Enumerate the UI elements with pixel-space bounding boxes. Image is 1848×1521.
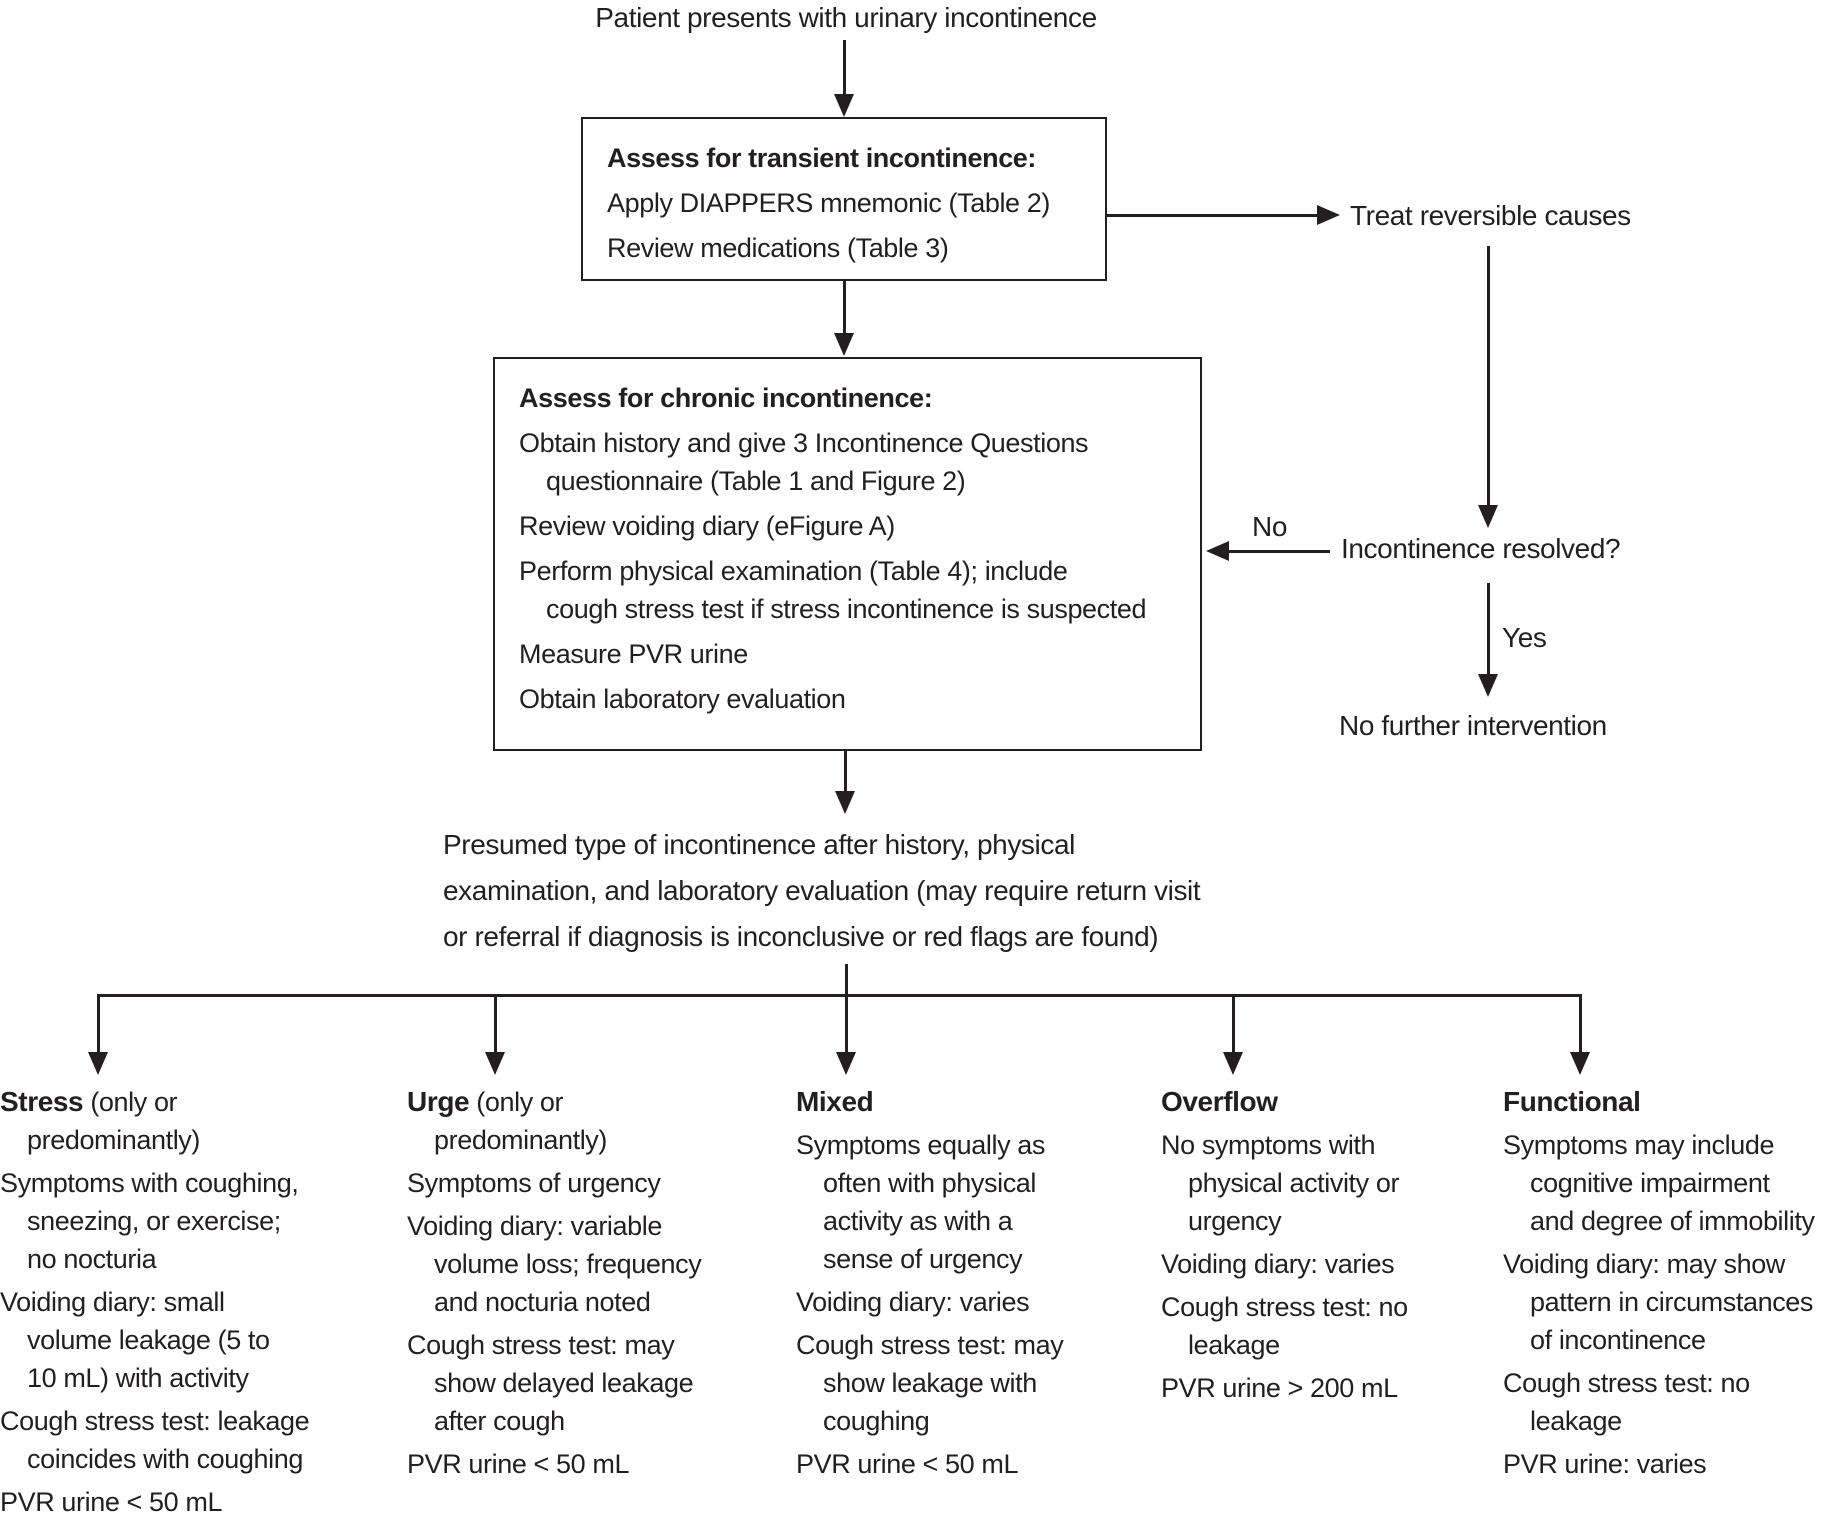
type-column-line: No symptoms with bbox=[1161, 1130, 1376, 1160]
arrowhead-start-to-transient bbox=[834, 94, 854, 117]
branch-rail-line bbox=[97, 994, 1582, 997]
type-column-line: of incontinence bbox=[1530, 1325, 1706, 1355]
type-column-line: PVR urine < 50 mL bbox=[0, 1487, 223, 1517]
arrow-line-start-to-transient bbox=[843, 40, 846, 95]
arrow-line-transient-to-chronic bbox=[843, 281, 846, 334]
type-column-heading-bold: Urge bbox=[407, 1086, 470, 1117]
type-column-line: physical activity or bbox=[1188, 1168, 1400, 1198]
type-column-line: Cough stress test: may bbox=[407, 1330, 675, 1360]
chronic-box-line: Obtain history and give 3 Incontinence Questions bbox=[519, 428, 1089, 458]
type-column-heading-bold: Stress bbox=[0, 1086, 84, 1117]
type-column-heading-line: predominantly) bbox=[27, 1125, 200, 1155]
type-column-line: often with physical bbox=[823, 1168, 1037, 1198]
type-column-line: Cough stress test: leakage bbox=[0, 1406, 310, 1436]
branch-drop-arrowhead bbox=[485, 1052, 505, 1075]
type-column-line: Cough stress test: no bbox=[1161, 1292, 1408, 1322]
branch-drop-line bbox=[1232, 994, 1235, 1053]
type-column-functional bbox=[1503, 1083, 1815, 1483]
type-column-urge bbox=[407, 1083, 701, 1483]
type-column-line: PVR urine: varies bbox=[1503, 1449, 1707, 1479]
chronic-box-line: cough stress test if stress incontinence is suspected bbox=[546, 594, 1147, 624]
presumed-type-line: examination, and laboratory evaluation (may require return visit bbox=[443, 875, 1201, 906]
transient-box-line: Review medications (Table 3) bbox=[607, 233, 949, 263]
no-further-intervention-label: No further intervention bbox=[1339, 710, 1607, 741]
type-column-line: leakage bbox=[1188, 1330, 1280, 1360]
arrowhead-chronic-to-presumed bbox=[835, 791, 855, 814]
type-column-line: Voiding diary: variable bbox=[407, 1211, 662, 1241]
type-column-line: PVR urine < 50 mL bbox=[407, 1449, 630, 1479]
type-column-overflow bbox=[1161, 1083, 1408, 1407]
chronic-box-line: Perform physical examination (Table 4); include bbox=[519, 556, 1068, 586]
branch-drop-arrowhead bbox=[1223, 1052, 1243, 1075]
type-column-line: no nocturia bbox=[27, 1244, 157, 1274]
type-column-heading-rest: (only or bbox=[469, 1087, 564, 1117]
type-column-line: and nocturia noted bbox=[434, 1287, 651, 1317]
type-column-mixed bbox=[796, 1083, 1063, 1483]
arrowhead-no-branch bbox=[1206, 541, 1229, 561]
presumed-type-line: or referral if diagnosis is inconclusive or red flags are found) bbox=[443, 921, 1159, 952]
no-branch-label: No bbox=[1252, 511, 1287, 542]
type-column-line: volume loss; frequency bbox=[434, 1249, 702, 1279]
transient-box-title: Assess for transient incontinence: bbox=[607, 143, 1037, 173]
branch-drop-arrowhead bbox=[836, 1052, 856, 1075]
type-column-line: show leakage with bbox=[823, 1368, 1037, 1398]
type-column-line: Symptoms may include bbox=[1503, 1130, 1775, 1160]
type-column-line: 10 mL) with activity bbox=[27, 1363, 249, 1393]
type-column-heading bbox=[407, 1083, 701, 1121]
arrowhead-treat-to-resolved bbox=[1478, 505, 1498, 528]
transient-assessment-box bbox=[581, 117, 1107, 281]
type-column-heading-bold: Mixed bbox=[796, 1086, 874, 1117]
type-column-line: Voiding diary: may show bbox=[1503, 1249, 1785, 1279]
branch-drop-line bbox=[845, 994, 848, 1053]
type-column-heading bbox=[1503, 1083, 1815, 1121]
yes-branch-label: Yes bbox=[1502, 622, 1547, 653]
arrowhead-transient-to-chronic bbox=[834, 333, 854, 356]
type-column-line: coincides with coughing bbox=[27, 1444, 303, 1474]
type-column-line: and degree of immobility bbox=[1530, 1206, 1815, 1236]
arrow-line-chronic-to-presumed bbox=[844, 751, 847, 792]
type-column-line: pattern in circumstances bbox=[1530, 1287, 1814, 1317]
type-column-line: leakage bbox=[1530, 1406, 1622, 1436]
branch-drop-line bbox=[97, 994, 100, 1053]
chronic-box-line: Review voiding diary (eFigure A) bbox=[519, 511, 895, 541]
branch-drop-arrowhead bbox=[1570, 1052, 1590, 1075]
arrowhead-to-treat bbox=[1317, 205, 1340, 225]
chronic-box-line: Measure PVR urine bbox=[519, 639, 748, 669]
type-column-line: sneezing, or exercise; bbox=[27, 1206, 281, 1236]
type-column-line: show delayed leakage bbox=[434, 1368, 694, 1398]
type-column-line: Cough stress test: no bbox=[1503, 1368, 1750, 1398]
type-column-line: sense of urgency bbox=[823, 1244, 1023, 1274]
type-column-heading-rest: (only or bbox=[83, 1087, 178, 1117]
chronic-box-items bbox=[519, 424, 1176, 718]
chronic-box-line: Obtain laboratory evaluation bbox=[519, 684, 846, 714]
type-column-heading-bold: Overflow bbox=[1161, 1086, 1278, 1117]
arrow-line-to-treat bbox=[1107, 214, 1319, 217]
type-column-line: activity as with a bbox=[823, 1206, 1013, 1236]
arrow-line-treat-to-resolved bbox=[1487, 246, 1490, 506]
type-column-line: cognitive impairment bbox=[1530, 1168, 1770, 1198]
type-column-stress bbox=[0, 1083, 309, 1521]
arrowhead-yes-branch bbox=[1478, 674, 1498, 697]
arrow-line-no-branch bbox=[1228, 550, 1330, 553]
chronic-box-line: questionnaire (Table 1 and Figure 2) bbox=[546, 466, 966, 496]
chronic-assessment-box bbox=[493, 357, 1202, 751]
type-column-line: Voiding diary: varies bbox=[796, 1287, 1030, 1317]
type-column-line: PVR urine > 200 mL bbox=[1161, 1373, 1398, 1403]
type-column-line: Voiding diary: small bbox=[0, 1287, 225, 1317]
branch-drop-line bbox=[494, 994, 497, 1053]
type-column-line: after cough bbox=[434, 1406, 565, 1436]
arrow-line-yes-branch bbox=[1487, 583, 1490, 675]
type-column-heading-bold: Functional bbox=[1503, 1086, 1641, 1117]
type-column-line: Symptoms with coughing, bbox=[0, 1168, 299, 1198]
type-column-heading bbox=[796, 1083, 1063, 1121]
type-column-line: coughing bbox=[823, 1406, 930, 1436]
type-column-line: urgency bbox=[1188, 1206, 1282, 1236]
type-column-heading bbox=[1161, 1083, 1408, 1121]
type-column-heading-line: predominantly) bbox=[434, 1125, 607, 1155]
incontinence-resolved-label: Incontinence resolved? bbox=[1341, 533, 1621, 564]
type-column-line: Symptoms equally as bbox=[796, 1130, 1046, 1160]
type-column-line: volume leakage (5 to bbox=[27, 1325, 270, 1355]
treat-reversible-causes-label: Treat reversible causes bbox=[1350, 200, 1631, 231]
type-column-line: Voiding diary: varies bbox=[1161, 1249, 1395, 1279]
branch-drop-arrowhead bbox=[88, 1052, 108, 1075]
chronic-box-title: Assess for chronic incontinence: bbox=[519, 383, 933, 413]
presumed-type-text bbox=[443, 822, 1200, 960]
transient-box-line: Apply DIAPPERS mnemonic (Table 2) bbox=[607, 188, 1050, 218]
type-column-heading bbox=[0, 1083, 309, 1121]
branch-connector-line bbox=[845, 964, 848, 996]
type-column-line: PVR urine < 50 mL bbox=[796, 1449, 1019, 1479]
start-node-label: Patient presents with urinary incontinence bbox=[595, 2, 1097, 33]
type-column-line: Cough stress test: may bbox=[796, 1330, 1064, 1360]
presumed-type-line: Presumed type of incontinence after history, physical bbox=[443, 829, 1075, 860]
type-column-line: Symptoms of urgency bbox=[407, 1168, 661, 1198]
branch-drop-line bbox=[1579, 994, 1582, 1053]
